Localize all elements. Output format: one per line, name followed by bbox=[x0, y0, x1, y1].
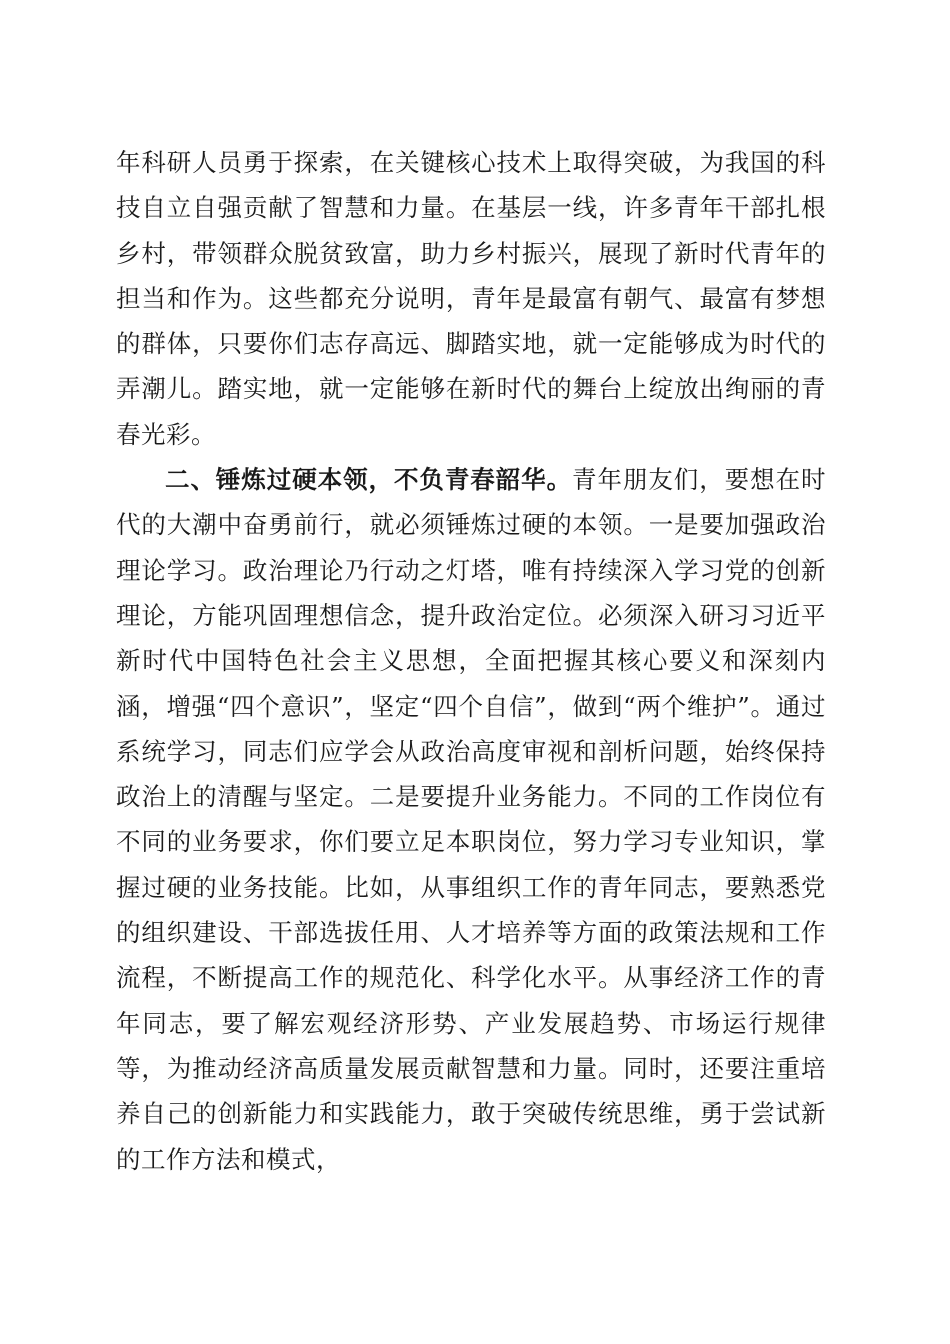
section-2-body: 青年朋友们，要想在时代的大潮中奋勇前行，就必须锤炼过硬的本领。一是要加强政治理论学习。政治理论乃行动之灯塔，唯有持续深入学习党的创新理论，方能巩固理想信念，提升政治定位。必须深入研习习近平新时代中国特色社会主义思想，全面把握其核心要义和深刻内涵，增强“四个意识”，坚定“四个自信”，做到“两个维护”。通过系统学习，同志们应学会从政治高度审视和剖析问题，始终保持政治上的清醒与坚定。二是要提升业务能力。不同的工作岗位有不同的业务要求，你们要立足本职岗位，努力学习专业知识，掌握过硬的业务技能。比如，从事组织工作的青年同志，要熟悉党的组织建设、干部选拔任用、人才培养等方面的政策法规和工作流程，不断提高工作的规范化、科学化水平。从事经济工作的青年同志，要了解宏观经济形势、产业发展趋势、市场运行规律等，为推动经济高质量发展贡献智慧和力量。同时，还要注重培养自己的创新能力和实践能力，敢于突破传统思维，勇于尝试新的工作方法和模式， bbox=[116, 465, 827, 1174]
paragraph-continuation: 年科研人员勇于探索，在关键核心技术上取得突破，为我国的科技自立自强贡献了智慧和力量。在基层一线，许多青年干部扎根乡村，带领群众脱贫致富，助力乡村振兴，展现了新时代青年的担当和作为。这些都充分说明，青年是最富有朝气、最富有梦想的群体，只要你们志存高远、脚踏实地，就一定能够成为时代的弄潮儿。踏实地，就一定能够在新时代的舞台上绽放出绚丽的青春光彩。 bbox=[116, 148, 826, 449]
section-2-paragraph bbox=[116, 457, 826, 1182]
section-2-heading: 二、锤炼过硬本领，不负青春韶华。 bbox=[165, 465, 573, 495]
document-page bbox=[116, 140, 826, 1182]
